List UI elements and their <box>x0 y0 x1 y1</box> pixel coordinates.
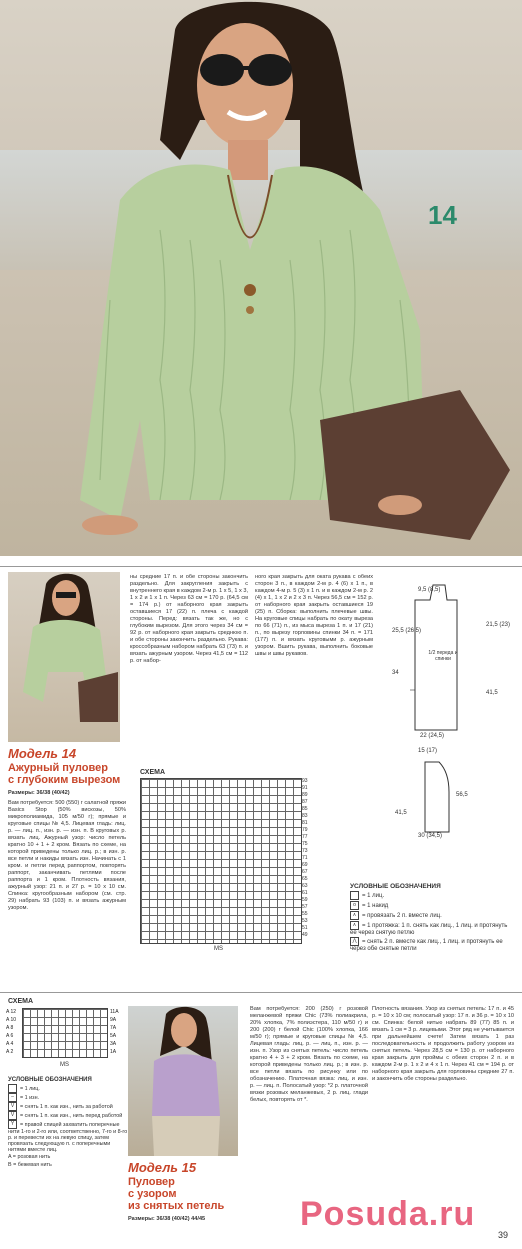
model14-text-col1: Вам потребуется: 500 (550) г салатной пряжи Basics Stop (50% вискозы, 50% микрополиамида, 105 м/50 г); прямые и круговые спицы № 4,5. Лицевая гладь: лиц. р. — лиц. п., изн. р. — изн. п. В круговых р. вязать лиц. Ажурный узор: число петель кратно 10 + 1 + 2 кром. Вязать по схеме, на которой приведены только лиц. р.; в изн. р. все петли и накиды вязать изн. Начинать с 1 кром. и петли перед раппортом, повторять раппорт, заканчивать петлями после раппорта и 1 кром. Плотность вязания, ажурный узор: 21 п. и 27 р. = 10 x 10 см. Спинка: кругообразным набором (см. стр. 29) набрать 93 (103) п. и вязать ажурным узором. <box>8 800 126 911</box>
model15-subtitle-1: Пуловер <box>128 1176 175 1188</box>
schema14-row-number: 91 <box>302 785 308 791</box>
schema15-ms-label: MS <box>60 1062 69 1068</box>
schema14-row-number: 67 <box>302 869 308 875</box>
sleeve-label-top: 15 (17) <box>418 748 438 754</box>
model15-title: Модель 15 <box>128 1160 197 1175</box>
model14-text-col2: ны средние 17 п. и обе стороны закончить раздельно. Для закругления закрыть с внутреннего края в каждом 2-м р. 1 x 5, 1 x 3, 1 x 2 и 1 x 1 п. Через 63 см = 170 р. (64,5 см = 174 р.) от наборного края закрыть оставшиеся 17 (22) п. плеча с каждой стороны. Перед: вязать так же, но с глубоким вырезом. Для этого через 34 см = 92 р. от наборного края закрыть среднюю п. и обе стороны закончить раздельно. Рукава: кроссобразным набором набрать 63 (73) п. и вязать ажурным узором. Через 41,5 см = 112 р. от набор- <box>130 574 248 664</box>
model14-subtitle-2: с глубоким вырезом <box>8 774 121 786</box>
body-label-right: 21,5 (23) <box>486 622 511 628</box>
schema15-row-label: A 2 <box>6 1049 14 1055</box>
legend14-title: УСЛОВНЫЕ ОБОЗНАЧЕНИЯ <box>350 883 441 890</box>
legend14 <box>350 882 515 953</box>
schema15-row-label: 11A <box>110 1009 119 1015</box>
schema15-row-label: 9A <box>110 1017 117 1023</box>
schema14-row-number: 61 <box>302 890 308 896</box>
model14-photo <box>8 572 120 742</box>
schema14-row-number: 65 <box>302 876 308 882</box>
schema14-row-number: 89 <box>302 792 308 798</box>
body-label-top: 9,5 (8,5) <box>418 587 441 593</box>
schema15-row-label: A 6 <box>6 1033 14 1039</box>
model14-subtitle-1: Ажурный пуловер <box>8 762 108 774</box>
schema14-row-number: 75 <box>302 841 308 847</box>
model-number-badge: 14 <box>428 200 457 230</box>
divider <box>0 566 522 567</box>
body-label-bottom: 22 (24,5) <box>420 733 445 739</box>
schema14-row-number: 85 <box>302 806 308 812</box>
legend15-item-4: V = снять 1 п. как изн., нить перед работой <box>8 1111 128 1120</box>
schema15-row-label: A 12 <box>6 1009 17 1015</box>
body-label-41: 41,5 <box>486 690 498 696</box>
schema14-row-number: 49 <box>302 932 308 938</box>
legend14-item-sk2p: ⋀ = снять 2 п. вместе как лиц., 1 лиц. и протянуть ее через обе снятые петли <box>350 938 503 953</box>
schema15-row-label: 5A <box>110 1033 117 1039</box>
model14-title: Модель 14 <box>8 746 77 761</box>
legend15-item-2: – = 1 изн. <box>8 1093 128 1102</box>
schema15-row-right <box>110 1008 119 1056</box>
legend15-item-1: = 1 лиц. <box>8 1084 128 1093</box>
model15-subtitle-2: с узором <box>128 1188 177 1200</box>
body-label-left: 25,5 (26,5) <box>392 628 422 634</box>
schema14-row-number: 59 <box>302 897 308 903</box>
schema15-row-label: 7A <box>110 1025 117 1031</box>
legend15-item-5: Y = правой спицей захватить поперечные нити 1-го и 2-го или, соответственно, 7-го и 8-го р. и перевести их на левую спицу, затем провязать следующую п. с поперечными нитями вместе лиц. <box>8 1121 128 1153</box>
schema14-row-number: 73 <box>302 848 308 854</box>
schema14-row-number: 93 <box>302 778 308 784</box>
schema15-row-label: A 4 <box>6 1041 14 1047</box>
schema14-row-number: 51 <box>302 925 308 931</box>
schema14-row-numbers <box>302 778 322 942</box>
model14-sizes: Размеры: 36/38 (40/42) <box>8 790 70 796</box>
schema14-ms-label: MS <box>214 946 223 952</box>
model15-subtitle-3: из снятых петель <box>128 1200 225 1212</box>
body-label-34: 34 <box>392 670 399 676</box>
legend15-item-3: V = снять 1 п. как изн., нить за работой <box>8 1102 128 1111</box>
model15-photo <box>128 1006 238 1156</box>
schema14-row-number: 55 <box>302 911 308 917</box>
body-label-center: 1/2 переда и спинки <box>428 650 458 662</box>
legend15-item-7: B = бежевая нить <box>8 1162 52 1168</box>
divider-2 <box>0 992 522 993</box>
schema14-row-number: 77 <box>302 834 308 840</box>
schema14-row-number: 83 <box>302 813 308 819</box>
schema14-row-number: 53 <box>302 918 308 924</box>
legend15-item-6: A = розовая нить <box>8 1154 51 1160</box>
schema15-grid <box>22 1008 108 1058</box>
schema14-row-number: 71 <box>302 855 308 861</box>
schema14-row-number: 57 <box>302 904 308 910</box>
schema15-row-label: 3A <box>110 1041 117 1047</box>
model-illustration <box>0 0 522 556</box>
schema15-row-label: A 8 <box>6 1025 14 1031</box>
sleeve-label-left: 41,5 <box>395 810 407 816</box>
legend14-item-knit: = 1 лиц. <box>350 891 515 901</box>
model15-sizes: Размеры: 36/38 (40/42) 44/45 <box>128 1216 206 1222</box>
legend14-item-ssk: ∧ = 1 протяжка: 1 п. снять как лиц., 1 лиц. и протянуть ее через снятую петлю <box>350 922 508 937</box>
schema15-row-label: A 10 <box>6 1017 17 1023</box>
schema14-row-number: 69 <box>302 862 308 868</box>
schema14-row-number: 79 <box>302 827 308 833</box>
schema14-row-number: 81 <box>302 820 308 826</box>
pattern-piece-body <box>385 580 515 750</box>
schema14-grid <box>140 778 302 944</box>
legend15 <box>8 1076 128 1169</box>
schema15-title: СХЕМА <box>8 998 34 1005</box>
schema15-row-label: 1A <box>110 1049 117 1055</box>
legend15-title: УСЛОВНЫЕ ОБОЗНАЧЕНИЯ <box>8 1077 92 1083</box>
sleeve-label-bottom: 30 (34,5) <box>418 833 443 839</box>
page-number: 39 <box>498 1230 509 1240</box>
model14-text-col3: ного края закрыть для оката рукава с обеих сторон 3 п., в каждом 2-м р. 4 (6) x 1 п., в каждом 4-м р. 5 (3) x 1 п. и в каждом 2-м р. 2 (4) x 1, 1 x 2 и 2 x 3 п. Через 56,5 см = 152 р. от наборного края закрыть оставшиеся 19 (25) п. Сборка: выполнить плечевые швы. На круговые спицы набрать по окату выреза по 66 (71) п., из мыса выреза 1 п. и 17 (21) п., по вырезу горловины спинки 34 п. = 171 (177) п. и вязать круговыми р. ажурным узором. Вшить рукава, выполнить боковые швы и швы рукавов. <box>255 574 373 657</box>
legend14-item-k2tog: ∧ = провязать 2 п. вместе лиц. <box>350 911 515 921</box>
model15-text-col1: Вам потребуется: 200 (250) г розовой меланжевой пряжи Chic (73% полиакрила, 20% хлопка, 7% полиэстера, 110 м/50 г) и 200 (200) г белой Chic (100% хлопка, 166 м/50 г); прямые и круговые спицы № 4,5. Лицевая гладь: лиц. р. — лиц. п., изн. р. — изн. п. Узор из снятых петель: число петель кратно 4 + 3 + 2 кром. Вязать по схеме, на которой приведены только лиц. р.; в изн. р. все петли вязать по рисунку или по обозначению. Платочная вязка: лиц. и изн. р. — лиц. п. Полосатый узор: *2 р. платочной вязки розовых меланжевых, 2 р. лиц. глади белых, повторять от *. <box>250 1006 368 1103</box>
schema14-row-number: 63 <box>302 883 308 889</box>
sleeve-label-right: 56,5 <box>456 792 468 798</box>
legend14-item-yo: o = 1 накид <box>350 901 515 911</box>
model15-text-col2: Плотность вязания. Узор из снятых петель: 17 п. и 45 р. = 10 x 10 см; полосатый узор: 17 п. и 36 р. = 10 x 10 см. Спинка: белой нитью набрать 89 (77) 85 п. и вязать 1 см = 3 р. лицевыми. Этот ряд не учитывается при дальнейшем счете! Затем вязать 1 раз последовательность и продолжить работу узором из снятых петель. Через 28,5 см = 130 р. от наборного края закрыть для проймы с обеих сторон 2 п. и в каждом 2-м р. 1 x 2 и 4 x 1 п. Через 41 см = 194 р. от наборного края закрыть для горловины средние 27 п. и закончить обе стороны раздельно. <box>372 1006 514 1082</box>
schema14-title: СХЕМА <box>140 769 166 776</box>
schema15-row-left <box>6 1008 16 1056</box>
pattern-piece-sleeve <box>405 752 485 842</box>
watermark: Posuda.ru <box>300 1195 476 1233</box>
hero-photo <box>0 0 522 556</box>
schema14-row-number: 87 <box>302 799 308 805</box>
